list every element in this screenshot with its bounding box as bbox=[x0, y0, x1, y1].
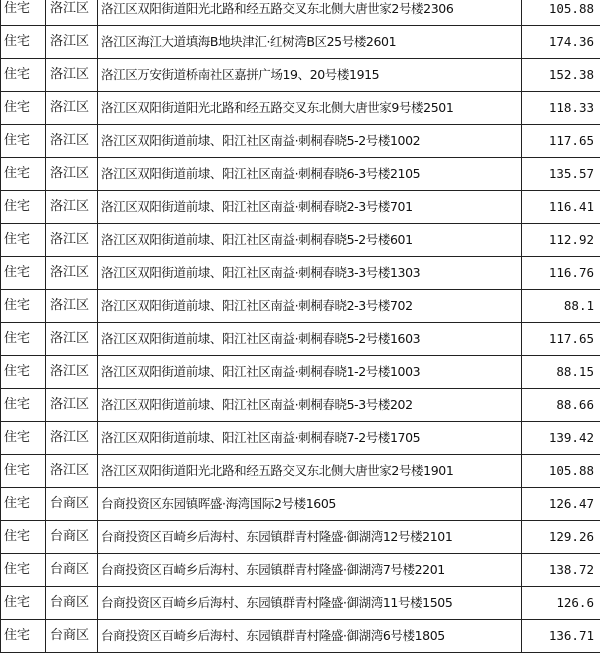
area-cell: 126.6 bbox=[522, 587, 600, 620]
area-cell: 126.47 bbox=[522, 488, 600, 521]
property-type-cell: 住宅 bbox=[1, 620, 46, 653]
area-cell: 88.1 bbox=[522, 290, 600, 323]
property-type-cell: 住宅 bbox=[1, 455, 46, 488]
area-cell: 152.38 bbox=[522, 59, 600, 92]
district-cell: 台商区 bbox=[46, 488, 98, 521]
district-cell: 洛江区 bbox=[46, 356, 98, 389]
address-cell: 洛江区双阳街道阳光北路和经五路交叉东北侧大唐世家2号楼2306 bbox=[98, 0, 522, 26]
property-type-cell: 住宅 bbox=[1, 125, 46, 158]
property-type-cell: 住宅 bbox=[1, 158, 46, 191]
district-cell: 台商区 bbox=[46, 620, 98, 653]
district-cell: 洛江区 bbox=[46, 224, 98, 257]
area-cell: 105.88 bbox=[522, 455, 600, 488]
property-type-cell: 住宅 bbox=[1, 59, 46, 92]
table-row bbox=[1, 0, 600, 26]
area-cell: 116.41 bbox=[522, 191, 600, 224]
property-type-cell: 住宅 bbox=[1, 554, 46, 587]
area-cell: 88.15 bbox=[522, 356, 600, 389]
district-cell: 洛江区 bbox=[46, 323, 98, 356]
address-cell: 洛江区双阳街道前埭、阳江社区南益·刺桐春晓2-3号楼701 bbox=[98, 191, 522, 224]
district-cell: 台商区 bbox=[46, 587, 98, 620]
district-cell: 洛江区 bbox=[46, 389, 98, 422]
district-cell: 洛江区 bbox=[46, 290, 98, 323]
table-row bbox=[1, 59, 600, 92]
property-type-cell: 住宅 bbox=[1, 389, 46, 422]
address-cell: 台商投资区东园镇晖盛·海湾国际2号楼1605 bbox=[98, 488, 522, 521]
address-cell: 台商投资区百崎乡后海村、东园镇群青村隆盛·御湖湾7号楼2201 bbox=[98, 554, 522, 587]
table-row bbox=[1, 191, 600, 224]
district-cell: 洛江区 bbox=[46, 422, 98, 455]
property-type-cell: 住宅 bbox=[1, 290, 46, 323]
property-type-cell: 住宅 bbox=[1, 356, 46, 389]
property-table-body bbox=[1, 0, 600, 653]
property-type-cell: 住宅 bbox=[1, 257, 46, 290]
address-cell: 洛江区双阳街道前埭、阳江社区南益·刺桐春晓1-2号楼1003 bbox=[98, 356, 522, 389]
table-row bbox=[1, 26, 600, 59]
address-cell: 洛江区双阳街道前埭、阳江社区南益·刺桐春晓5-3号楼202 bbox=[98, 389, 522, 422]
area-cell: 88.66 bbox=[522, 389, 600, 422]
area-cell: 105.88 bbox=[522, 0, 600, 26]
address-cell: 洛江区双阳街道前埭、阳江社区南益·刺桐春晓7-2号楼1705 bbox=[98, 422, 522, 455]
area-cell: 138.72 bbox=[522, 554, 600, 587]
table-row bbox=[1, 356, 600, 389]
table-row bbox=[1, 92, 600, 125]
area-cell: 117.65 bbox=[522, 323, 600, 356]
area-cell: 129.26 bbox=[522, 521, 600, 554]
district-cell: 台商区 bbox=[46, 521, 98, 554]
district-cell: 洛江区 bbox=[46, 257, 98, 290]
district-cell: 洛江区 bbox=[46, 26, 98, 59]
area-cell: 135.57 bbox=[522, 158, 600, 191]
address-cell: 台商投资区百崎乡后海村、东园镇群青村隆盛·御湖湾11号楼1505 bbox=[98, 587, 522, 620]
table-row bbox=[1, 158, 600, 191]
address-cell: 洛江区万安街道桥南社区嘉拼广场19、20号楼1915 bbox=[98, 59, 522, 92]
property-type-cell: 住宅 bbox=[1, 191, 46, 224]
area-cell: 174.36 bbox=[522, 26, 600, 59]
table-row bbox=[1, 125, 600, 158]
property-type-cell: 住宅 bbox=[1, 323, 46, 356]
address-cell: 台商投资区百崎乡后海村、东园镇群青村隆盛·御湖湾6号楼1805 bbox=[98, 620, 522, 653]
table-row bbox=[1, 554, 600, 587]
property-type-cell: 住宅 bbox=[1, 0, 46, 26]
address-cell: 洛江区海江大道填海B地块津汇·红树湾B区25号楼2601 bbox=[98, 26, 522, 59]
district-cell: 台商区 bbox=[46, 554, 98, 587]
property-type-cell: 住宅 bbox=[1, 587, 46, 620]
area-cell: 139.42 bbox=[522, 422, 600, 455]
property-type-cell: 住宅 bbox=[1, 521, 46, 554]
table-row bbox=[1, 455, 600, 488]
address-cell: 洛江区双阳街道阳光北路和经五路交叉东北侧大唐世家9号楼2501 bbox=[98, 92, 522, 125]
address-cell: 洛江区双阳街道前埭、阳江社区南益·刺桐春晓5-2号楼1603 bbox=[98, 323, 522, 356]
table-row bbox=[1, 620, 600, 653]
property-type-cell: 住宅 bbox=[1, 26, 46, 59]
property-type-cell: 住宅 bbox=[1, 92, 46, 125]
district-cell: 洛江区 bbox=[46, 158, 98, 191]
area-cell: 136.71 bbox=[522, 620, 600, 653]
district-cell: 洛江区 bbox=[46, 455, 98, 488]
table-row bbox=[1, 290, 600, 323]
table-row bbox=[1, 521, 600, 554]
table-row bbox=[1, 323, 600, 356]
table-row bbox=[1, 587, 600, 620]
table-row bbox=[1, 257, 600, 290]
property-type-cell: 住宅 bbox=[1, 422, 46, 455]
address-cell: 洛江区双阳街道前埭、阳江社区南益·刺桐春晓2-3号楼702 bbox=[98, 290, 522, 323]
address-cell: 洛江区双阳街道前埭、阳江社区南益·刺桐春晓5-2号楼1002 bbox=[98, 125, 522, 158]
property-type-cell: 住宅 bbox=[1, 224, 46, 257]
address-cell: 台商投资区百崎乡后海村、东园镇群青村隆盛·御湖湾12号楼2101 bbox=[98, 521, 522, 554]
property-type-cell: 住宅 bbox=[1, 488, 46, 521]
address-cell: 洛江区双阳街道阳光北路和经五路交叉东北侧大唐世家2号楼1901 bbox=[98, 455, 522, 488]
area-cell: 117.65 bbox=[522, 125, 600, 158]
district-cell: 洛江区 bbox=[46, 125, 98, 158]
table-row bbox=[1, 422, 600, 455]
district-cell: 洛江区 bbox=[46, 92, 98, 125]
address-cell: 洛江区双阳街道前埭、阳江社区南益·刺桐春晓6-3号楼2105 bbox=[98, 158, 522, 191]
area-cell: 116.76 bbox=[522, 257, 600, 290]
table-row bbox=[1, 488, 600, 521]
area-cell: 118.33 bbox=[522, 92, 600, 125]
district-cell: 洛江区 bbox=[46, 0, 98, 26]
table-row bbox=[1, 389, 600, 422]
table-row bbox=[1, 224, 600, 257]
area-cell: 112.92 bbox=[522, 224, 600, 257]
address-cell: 洛江区双阳街道前埭、阳江社区南益·刺桐春晓3-3号楼1303 bbox=[98, 257, 522, 290]
address-cell: 洛江区双阳街道前埭、阳江社区南益·刺桐春晓5-2号楼601 bbox=[98, 224, 522, 257]
district-cell: 洛江区 bbox=[46, 191, 98, 224]
district-cell: 洛江区 bbox=[46, 59, 98, 92]
